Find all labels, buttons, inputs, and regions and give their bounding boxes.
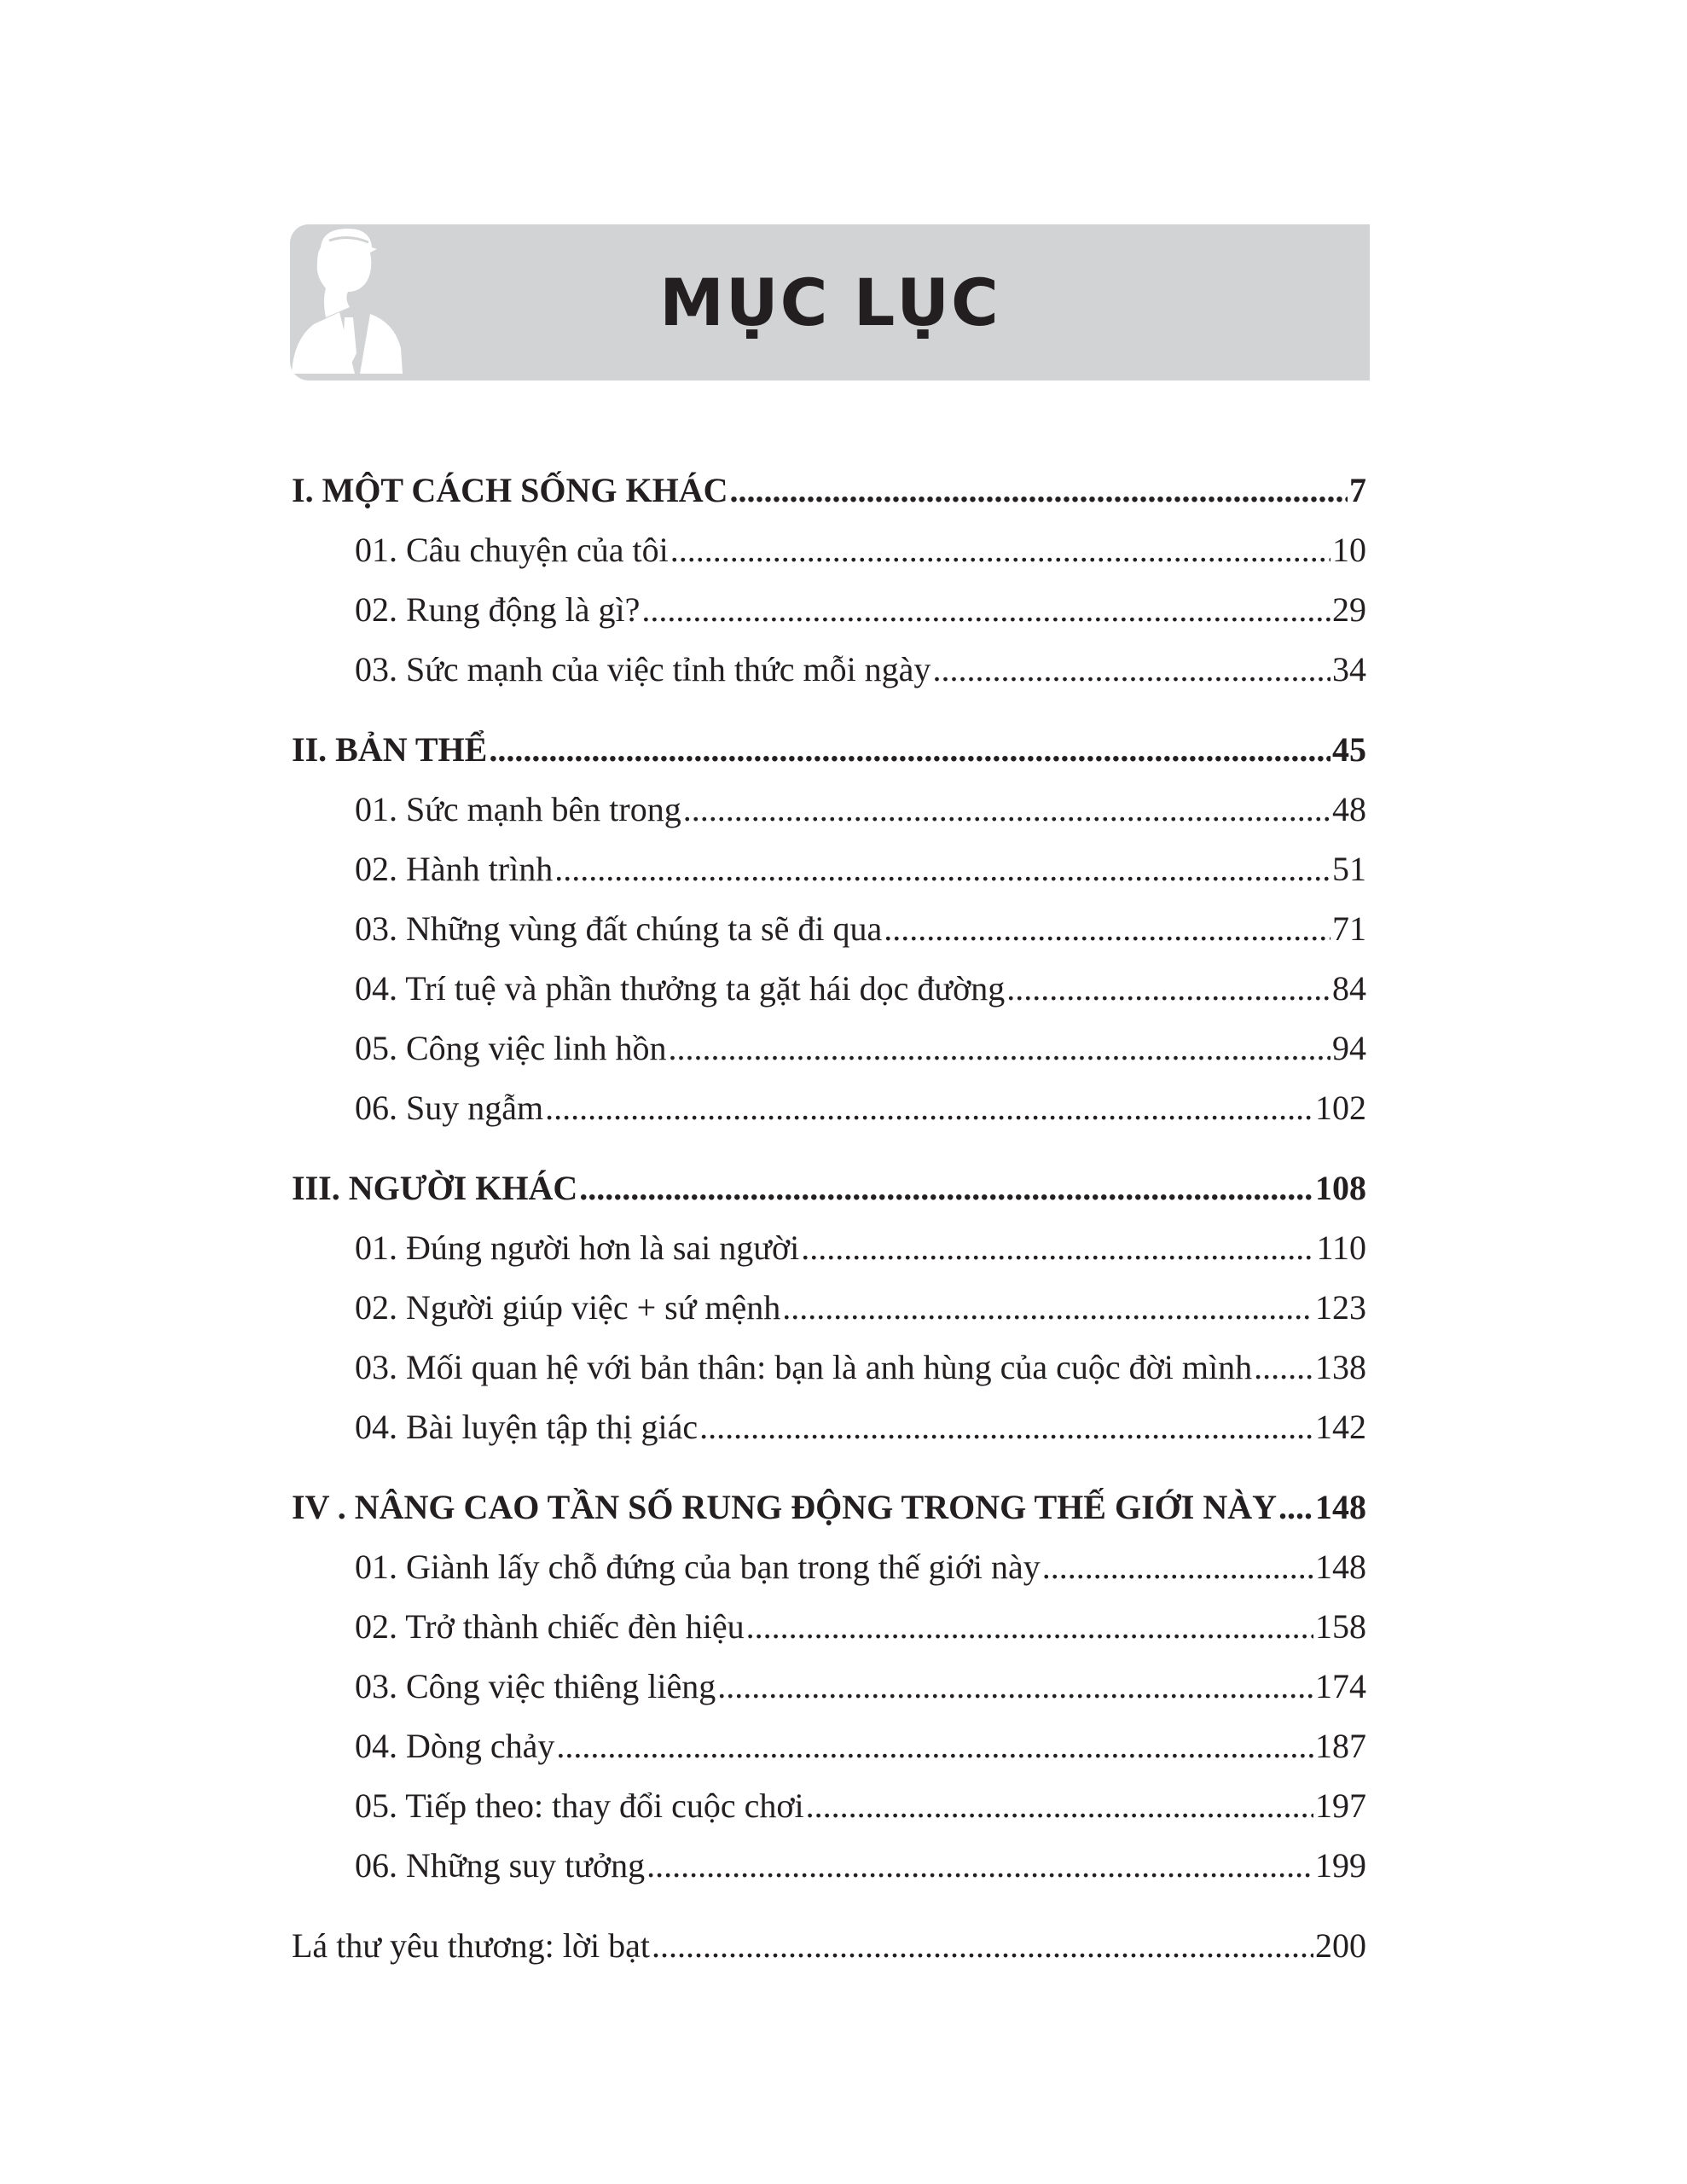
toc-chapter[interactable] [292,1716,1366,1776]
toc-chapter-title: 06. Suy ngẫm [355,1089,544,1127]
toc-page-number: 174 [1315,1667,1366,1705]
toc-page-number: 187 [1315,1727,1366,1765]
dot-leader [556,1716,1313,1776]
dot-leader [652,1916,1313,1976]
toc-page-number: 148 [1315,1488,1366,1526]
toc-chapter-title: 04. Dòng chảy [355,1727,555,1765]
dot-leader [646,1836,1313,1896]
toc-chapter-title: 03. Sức mạnh của việc tỉnh thức mỗi ngày [355,650,931,688]
toc-chapter-title: 05. Công việc linh hồn [355,1029,667,1067]
toc-chapter[interactable] [292,780,1366,839]
toc-chapter[interactable] [292,1537,1366,1597]
toc-chapter[interactable] [292,1278,1366,1338]
toc-page-number: 102 [1315,1089,1366,1127]
toc-page-number: 29 [1332,590,1366,629]
toc-page-number: 10 [1332,531,1366,569]
toc-page-number: 197 [1315,1786,1366,1825]
dot-leader [579,1159,1313,1218]
toc-chapter-title: 02. Hành trình [355,850,554,888]
toc-part[interactable] [292,1159,1366,1218]
toc-chapter-title: 03. Những vùng đất chúng ta sẽ đi qua [355,909,883,948]
dot-leader [782,1278,1313,1338]
toc-page-number: 138 [1315,1348,1366,1386]
toc-chapter-title: 02. Trở thành chiếc đèn hiệu [355,1607,745,1646]
dot-leader [641,580,1330,640]
toc-chapter[interactable] [292,839,1366,899]
dot-leader [683,780,1330,839]
dot-leader [669,1019,1330,1078]
toc-page-number: 158 [1315,1607,1366,1646]
table-of-contents [292,461,1366,1976]
toc-chapter[interactable] [292,1397,1366,1457]
dot-leader [717,1657,1313,1716]
toc-page-number: 84 [1332,969,1366,1008]
toc-page-number: 34 [1332,650,1366,688]
toc-part-title: III. NGƯỜI KHÁC [292,1169,578,1207]
toc-page-number: 48 [1332,790,1366,828]
toc-part-title: I. MỘT CÁCH SỐNG KHÁC [292,471,728,509]
toc-chapter-title: 01. Giành lấy chỗ đứng của bạn trong thế giới này [355,1548,1041,1586]
toc-chapter[interactable] [292,1597,1366,1657]
toc-chapter[interactable] [292,1836,1366,1896]
toc-chapter-title: 02. Người giúp việc + sứ mệnh [355,1288,781,1327]
toc-chapter-title: 06. Những suy tưởng [355,1846,646,1885]
dot-leader [1006,959,1330,1019]
toc-page-number: 110 [1316,1228,1366,1267]
toc-page-number: 148 [1315,1548,1366,1586]
toc-page-number: 71 [1332,909,1366,948]
toc-page-number: 108 [1315,1169,1366,1207]
toc-part-title: IV . NÂNG CAO TẦN SỐ RUNG ĐỘNG TRONG THẾ GIỚI NÀY [292,1488,1277,1526]
toc-chapter-title: 01. Câu chuyện của tôi [355,531,669,569]
dot-leader [1278,1478,1313,1537]
toc-page-number: 94 [1332,1029,1366,1067]
dot-leader [746,1597,1313,1657]
toc-chapter[interactable] [292,1218,1366,1278]
dot-leader [489,720,1330,780]
toc-chapter[interactable] [292,520,1366,580]
toc-chapter[interactable] [292,580,1366,640]
toc-chapter[interactable] [292,1019,1366,1078]
dot-leader [670,520,1330,580]
toc-chapter-title: 04. Bài luyện tập thị giác [355,1408,699,1446]
dot-leader [1042,1537,1313,1597]
dot-leader [545,1078,1313,1138]
toc-chapter[interactable] [292,899,1366,959]
toc-chapter[interactable] [292,1776,1366,1836]
toc-afterword-title: Lá thư yêu thương: lời bạt [292,1926,651,1965]
toc-chapter[interactable] [292,1078,1366,1138]
dot-leader [730,461,1348,520]
toc-page-number: 199 [1315,1846,1366,1885]
toc-page-number: 123 [1315,1288,1366,1327]
toc-chapter-title: 03. Công việc thiêng liêng [355,1667,716,1705]
toc-chapter-title: 05. Tiếp theo: thay đổi cuộc chơi [355,1786,804,1825]
toc-chapter[interactable] [292,1338,1366,1397]
toc-page-number: 200 [1315,1926,1366,1965]
dot-leader [884,899,1330,959]
toc-chapter-title: 01. Sức mạnh bên trong [355,790,681,828]
toc-chapter[interactable] [292,1657,1366,1716]
toc-part[interactable] [292,1478,1366,1537]
dot-leader [1254,1338,1313,1397]
toc-chapter-title: 03. Mối quan hệ với bản thân: bạn là anh hùng của cuộc đời mình [355,1348,1253,1386]
dot-leader [806,1776,1313,1836]
toc-part-title: II. BẢN THỂ [292,730,488,769]
page-title: MỤC LỤC [659,264,1000,340]
toc-page-number: 7 [1349,471,1366,509]
toc-chapter-title: 04. Trí tuệ và phần thưởng ta gặt hái dọc đường [355,969,1006,1008]
toc-chapter-title: 01. Đúng người hơn là sai người [355,1228,800,1267]
toc-page-number: 142 [1315,1408,1366,1446]
toc-part[interactable] [292,720,1366,780]
toc-chapter-title: 02. Rung động là gì? [355,590,641,629]
toc-part[interactable] [292,461,1366,520]
dot-leader [554,839,1330,899]
dot-leader [932,640,1330,700]
toc-page-number: 45 [1332,730,1366,769]
toc-chapter[interactable] [292,640,1366,700]
dot-leader [801,1218,1314,1278]
toc-afterword[interactable] [292,1916,1366,1976]
dot-leader [699,1397,1313,1457]
toc-chapter[interactable] [292,959,1366,1019]
toc-page-number: 51 [1332,850,1366,888]
